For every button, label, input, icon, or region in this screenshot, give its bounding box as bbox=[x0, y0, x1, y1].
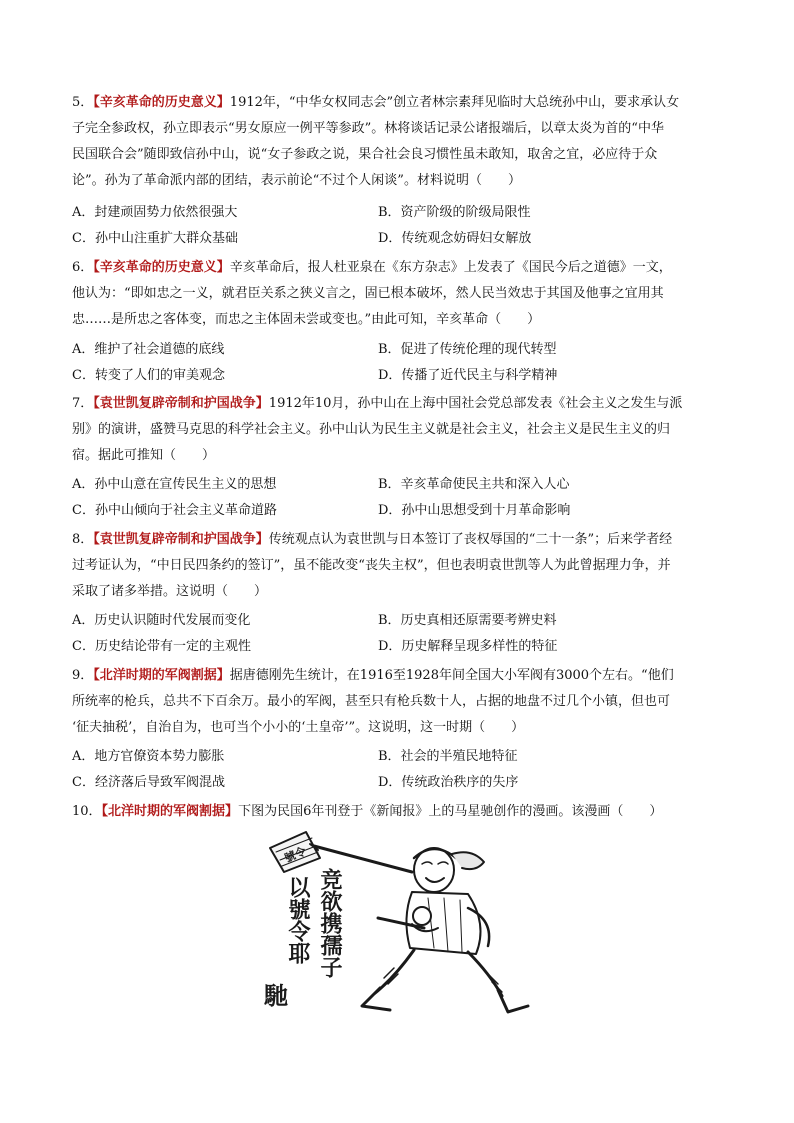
question-line: 采取了诸多举措。这说明（ ） bbox=[72, 584, 268, 599]
option-d[interactable]: D．孙中山思想受到十月革命影响 bbox=[378, 503, 571, 518]
question-text: 据唐德刚先生统计，在1916至1928年间全国大小军阀有3000个左右。“他们 bbox=[229, 668, 674, 683]
option-c[interactable]: C．孙中山注重扩大群众基础 bbox=[72, 231, 238, 246]
question-10 bbox=[72, 799, 724, 825]
topic-tag: 【辛亥革命的历史意义】 bbox=[93, 95, 230, 110]
figure-legs bbox=[362, 950, 414, 1010]
topic-tag: 【袁世凯复辟帝制和护国战争】 bbox=[93, 532, 269, 547]
option-c[interactable]: C．转变了人们的审美观念 bbox=[72, 368, 225, 383]
question-8 bbox=[72, 527, 724, 605]
question-5 bbox=[72, 90, 724, 194]
topic-tag: 【北洋时期的军阀割据】 bbox=[93, 668, 230, 683]
topic-tag: 【袁世凯复辟帝制和护国战争】 bbox=[93, 396, 269, 411]
option-d[interactable]: D．传播了近代民主与科学精神 bbox=[378, 368, 558, 383]
question-number: 5． bbox=[72, 95, 94, 110]
question-line bbox=[72, 527, 724, 553]
option-a[interactable]: A．历史认识随时代发展而变化 bbox=[72, 613, 251, 628]
question-text: 1912年10月，孙中山在上海中国社会党总部发表《社会主义之发生与派 bbox=[268, 396, 683, 411]
caption-left: 以號令耶 bbox=[285, 876, 311, 964]
question-line: 民国联合会”随即致信孙中山，说“女子参政之说，果合社会良习惯性虽未敢知，取舍之宜，必应待于众 bbox=[72, 147, 658, 162]
question-text: 传统观点认为袁世凯与日本签订了丧权辱国的“二十一条”；后来学者经 bbox=[268, 532, 673, 547]
question-number: 8． bbox=[72, 532, 94, 547]
question-number: 7． bbox=[72, 396, 94, 411]
option-b[interactable]: B．促进了传统伦理的现代转型 bbox=[378, 342, 557, 357]
question-line bbox=[72, 255, 724, 281]
option-a[interactable]: A．封建顽固势力依然很强大 bbox=[72, 205, 238, 220]
question-text: 下图为民国6年刊登于《新闻报》上的马星驰创作的漫画。该漫画（ ） bbox=[238, 804, 663, 819]
option-a[interactable]: A．地方官僚资本势力膨胀 bbox=[72, 749, 225, 764]
options-9 bbox=[72, 744, 724, 796]
question-line: 所统率的枪兵，总共不下百余万。最小的军阀，甚至只有枪兵数十人，占据的地盘不过几个小镇，但也可 bbox=[72, 694, 671, 709]
question-line: ‘征夫抽税’，自治自为，也可当个小小的‘土皇帝’”。这说明，这一时期（ ） bbox=[72, 720, 525, 735]
question-6 bbox=[72, 255, 724, 333]
option-b[interactable]: B．资产阶级的阶级局限性 bbox=[378, 205, 531, 220]
question-line: 宿。据此可推知（ ） bbox=[72, 448, 216, 463]
topic-tag: 【辛亥革命的历史意义】 bbox=[93, 260, 230, 275]
question-number: 6． bbox=[72, 260, 94, 275]
options-6 bbox=[72, 337, 724, 389]
question-line: 忠……是所忠之客体变，而忠之主体固未尝或变也。”由此可知，辛亥革命（ ） bbox=[72, 312, 541, 327]
options-7 bbox=[72, 472, 724, 524]
cartoon-illustration bbox=[262, 828, 552, 1020]
caption-right: 竞欲携孺子 bbox=[317, 868, 343, 978]
question-line: 论”。孙为了革命派内部的团结，表示前论“不过个人闲谈”。材料说明（ ） bbox=[72, 173, 521, 188]
question-line bbox=[72, 663, 724, 689]
question-line bbox=[72, 799, 724, 825]
option-a[interactable]: A．孙中山意在宣传民生主义的思想 bbox=[72, 477, 277, 492]
child-head bbox=[413, 907, 431, 925]
options-5 bbox=[72, 200, 724, 252]
option-a[interactable]: A．维护了社会道德的底线 bbox=[72, 342, 225, 357]
option-d[interactable]: D．历史解释呈现多样性的特征 bbox=[378, 639, 558, 654]
seal-mark: 馳 bbox=[264, 981, 288, 1010]
question-line: 子完全参政权，孙立即表示“男女原应一例平等参政”。林将谈话记录公诸报端后，以章太炎为首的“中华 bbox=[72, 121, 664, 136]
option-d[interactable]: D．传统政治秩序的失序 bbox=[378, 775, 519, 790]
option-b[interactable]: B．社会的半殖民地特征 bbox=[378, 749, 518, 764]
option-b[interactable]: B．历史真相还原需要考辨史料 bbox=[378, 613, 557, 628]
question-line bbox=[72, 90, 724, 116]
question-line: 他认为：“即如忠之一义，就君臣关系之狭义言之，固已根本破坏，然人民当效忠于其国及他事之宜用其 bbox=[72, 286, 664, 301]
flag-text: 號令 bbox=[282, 844, 308, 865]
question-line: 过考证认为，“中日民四条约的签订”，虽不能改变“丧失主权”，但也表明袁世凯等人为此曾据理力争，并 bbox=[72, 558, 671, 573]
options-8 bbox=[72, 608, 724, 660]
option-d[interactable]: D．传统观念妨碍妇女解放 bbox=[378, 231, 532, 246]
question-line: 别》的演讲，盛赞马克思的科学社会主义。孙中山认为民生主义就是社会主义，社会主义是民生主义的归 bbox=[72, 422, 671, 437]
option-c[interactable]: C．经济落后导致军阀混战 bbox=[72, 775, 225, 790]
question-line bbox=[72, 391, 724, 417]
question-number: 9． bbox=[72, 668, 94, 683]
question-number: 10． bbox=[72, 804, 102, 819]
question-7 bbox=[72, 391, 724, 469]
option-c[interactable]: C．孙中山倾向于社会主义革命道路 bbox=[72, 503, 277, 518]
option-b[interactable]: B．辛亥革命使民主共和深入人心 bbox=[378, 477, 570, 492]
question-text: 辛亥革命后，报人杜亚泉在《东方杂志》上发表了《国民今后之道德》一文， bbox=[229, 260, 672, 275]
question-text: 1912年，“中华女权同志会”创立者林宗素拜见临时大总统孙中山，要求承认女 bbox=[229, 95, 680, 110]
topic-tag: 【北洋时期的军阀割据】 bbox=[101, 804, 239, 819]
question-9 bbox=[72, 663, 724, 741]
option-c[interactable]: C．历史结论带有一定的主观性 bbox=[72, 639, 251, 654]
